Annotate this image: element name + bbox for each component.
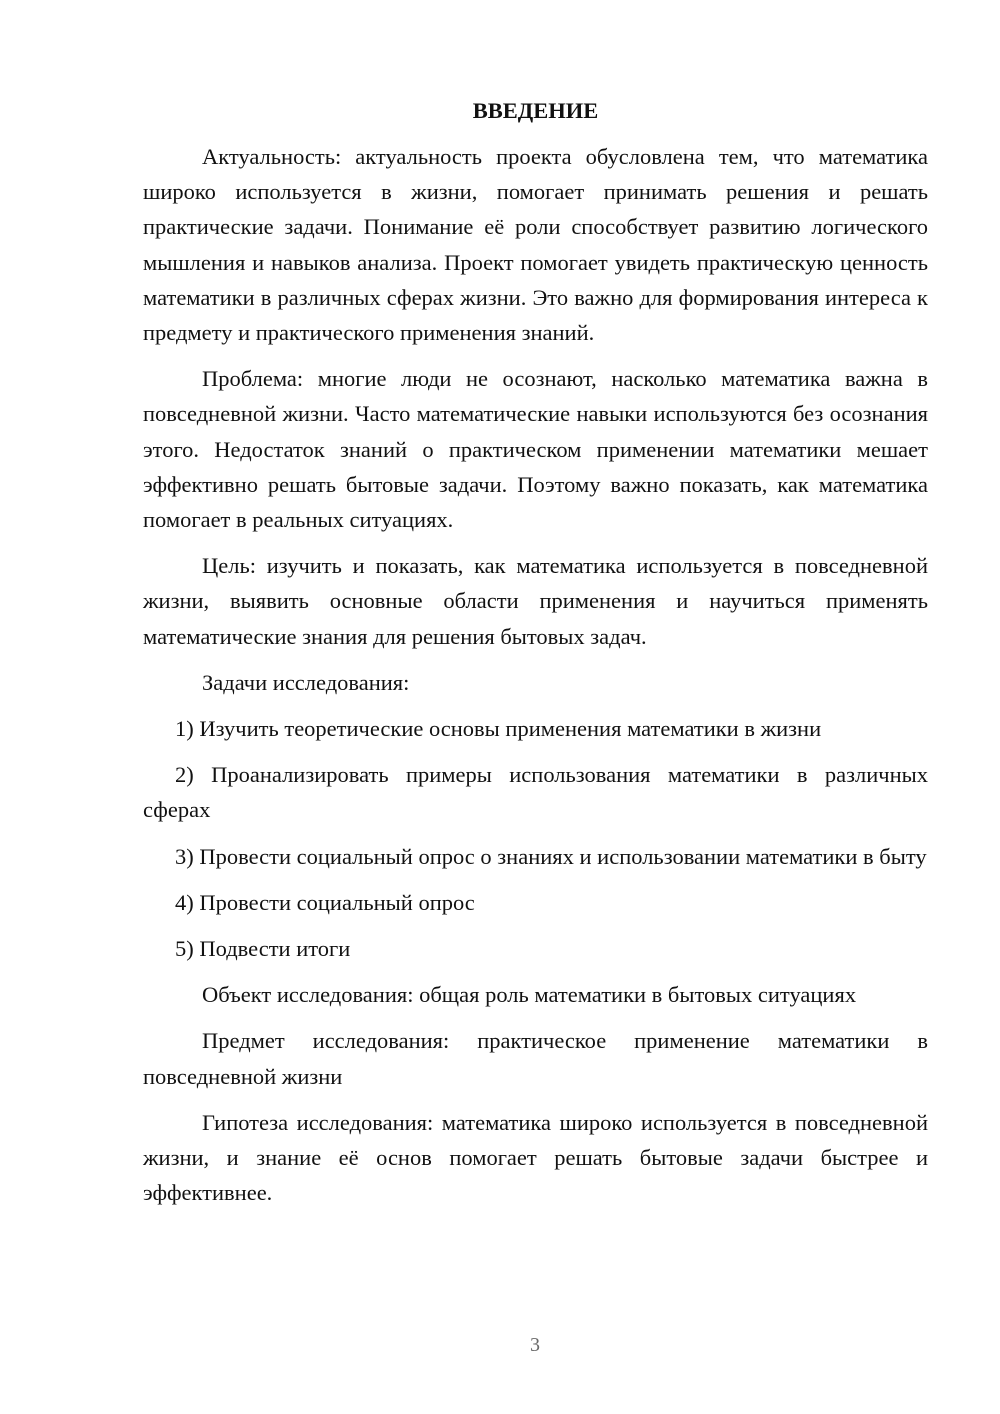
- goal-paragraph: Цель: изучить и показать, как математика используется в повседневной жизни, выявить основные области применения и научиться применять математические знания для решения бытовых задач.: [143, 553, 928, 649]
- tasks-heading: Задачи исследования:: [202, 669, 410, 695]
- problem-paragraph: Проблема: многие люди не осознают, насколько математика важна в повседневной жизни. Часто математические навыки используются без осознания этого. Недостаток знаний о практическом применении математики мешает эффективно решать бытовые задачи. Поэтому важно показать, как математика помогает в реальных ситуациях.: [143, 366, 928, 533]
- section-title: ВВЕДЕНИЕ: [472, 98, 599, 123]
- subject-paragraph: Предмет исследования: практическое применение математики в повседневной жизни: [143, 1028, 928, 1089]
- relevance-paragraph: Актуальность: актуальность проекта обусловлена тем, что математика широко используется в жизни, помогает принимать решения и решать практические задачи. Понимание её роли способствует развитию логического мышления и навыков анализа. Проект помогает увидеть практическую ценность математики в различных сферах жизни. Это важно для формирования интереса к предмету и практического применения знаний.: [143, 144, 928, 346]
- page-content: [143, 93, 928, 1221]
- task-item-4: 4) Провести социальный опрос: [175, 889, 475, 915]
- task-item-2: 2) Проанализировать примеры использования математики в различных сферах: [143, 762, 928, 823]
- object-paragraph: Объект исследования: общая роль математики в бытовых ситуациях: [202, 982, 857, 1008]
- task-item-5: 5) Подвести итоги: [175, 936, 351, 962]
- task-item-3: 3) Провести социальный опрос о знаниях и использовании математики в быту: [175, 843, 927, 869]
- task-item-1: 1) Изучить теоретические основы применения математики в жизни: [175, 716, 822, 742]
- hypothesis-paragraph: Гипотеза исследования: математика широко используется в повседневной жизни, и знание её основ помогает решать бытовые задачи быстрее и эффективнее.: [143, 1109, 928, 1206]
- page-number: 3: [530, 1334, 540, 1356]
